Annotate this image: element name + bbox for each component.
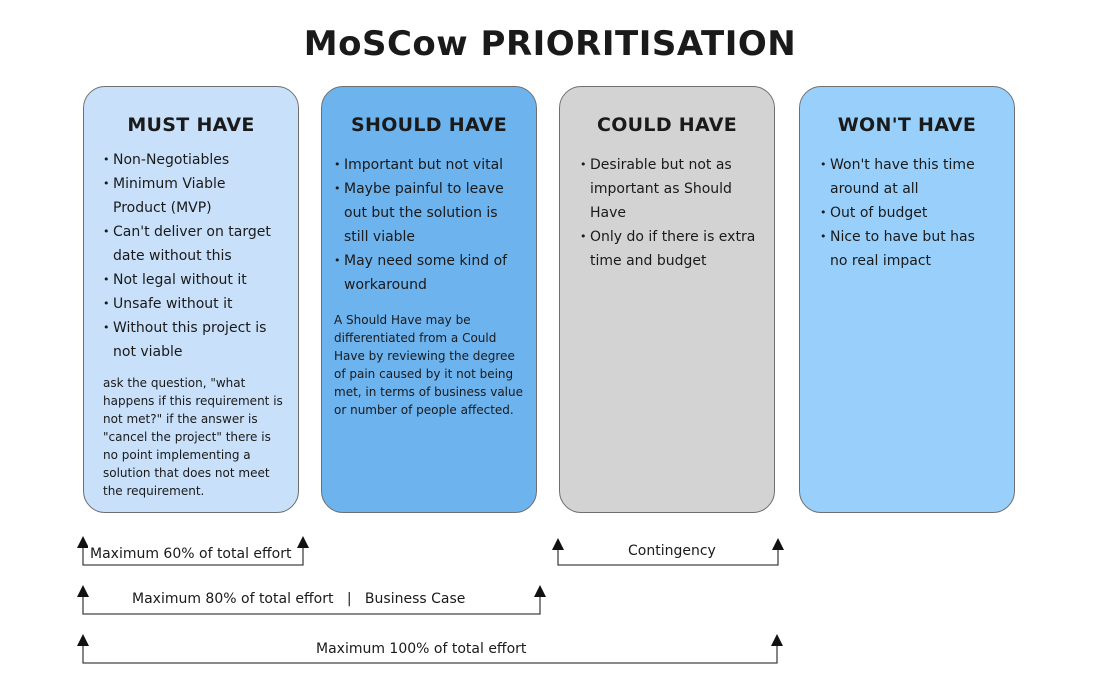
must-have-note: ask the question, "what happens if this requirement is not met?" if the answer is "cancel the project" there is no point implementing a solution that does not meet the requirement. bbox=[103, 376, 283, 498]
arrowhead bbox=[552, 538, 564, 550]
must-effort-label: Maximum 60% of total effort bbox=[90, 546, 292, 562]
list-item: • Out of budget bbox=[820, 201, 1005, 225]
list-item: • Maybe painful to leave out but the solution is still viable bbox=[334, 177, 519, 249]
list-item: • Non-Negotiables bbox=[103, 148, 293, 172]
list-item: • Only do if there is extra time and budget bbox=[580, 225, 765, 273]
list-item: • Won't have this time around at all bbox=[820, 153, 1005, 201]
list-item: • Important but not vital bbox=[334, 153, 519, 177]
arrowhead bbox=[77, 634, 89, 646]
list-item: • May need some kind of workaround bbox=[334, 249, 519, 297]
could-have-title: COULD HAVE bbox=[596, 114, 738, 136]
list-item: • Minimum Viable Product (MVP) bbox=[103, 172, 233, 220]
should-have-title: SHOULD HAVE bbox=[351, 114, 507, 136]
arrowhead bbox=[771, 634, 783, 646]
should-have-note: A Should Have may be differentiated from a Could Have by reviewing the degree of pain caused by it not being met, in terms of business value or number of people affected. bbox=[334, 313, 523, 417]
list-item: • Desirable but not as important as Should Have bbox=[580, 153, 740, 225]
list-item: • Not legal without it bbox=[103, 268, 293, 292]
arrowhead bbox=[772, 538, 784, 550]
wont-have-title: WON'T HAVE bbox=[837, 114, 977, 136]
arrowhead bbox=[534, 585, 546, 597]
list-item: • Can't deliver on target date without this bbox=[103, 220, 293, 268]
list-item: • Without this project is not viable bbox=[103, 316, 268, 364]
list-item: • Nice to have but has no real impact bbox=[820, 225, 990, 273]
arrowhead bbox=[77, 585, 89, 597]
should-effort-label: Maximum 80% of total effort | Business Case bbox=[132, 591, 466, 607]
list-item: • Unsafe without it bbox=[103, 292, 293, 316]
must-have-title: MUST HAVE bbox=[127, 114, 255, 136]
arrowhead bbox=[297, 536, 309, 548]
page-title: MoSCow PRIORITISATION bbox=[303, 24, 797, 64]
total-effort-label: Maximum 100% of total effort bbox=[316, 641, 527, 657]
contingency-label: Contingency bbox=[628, 543, 716, 559]
